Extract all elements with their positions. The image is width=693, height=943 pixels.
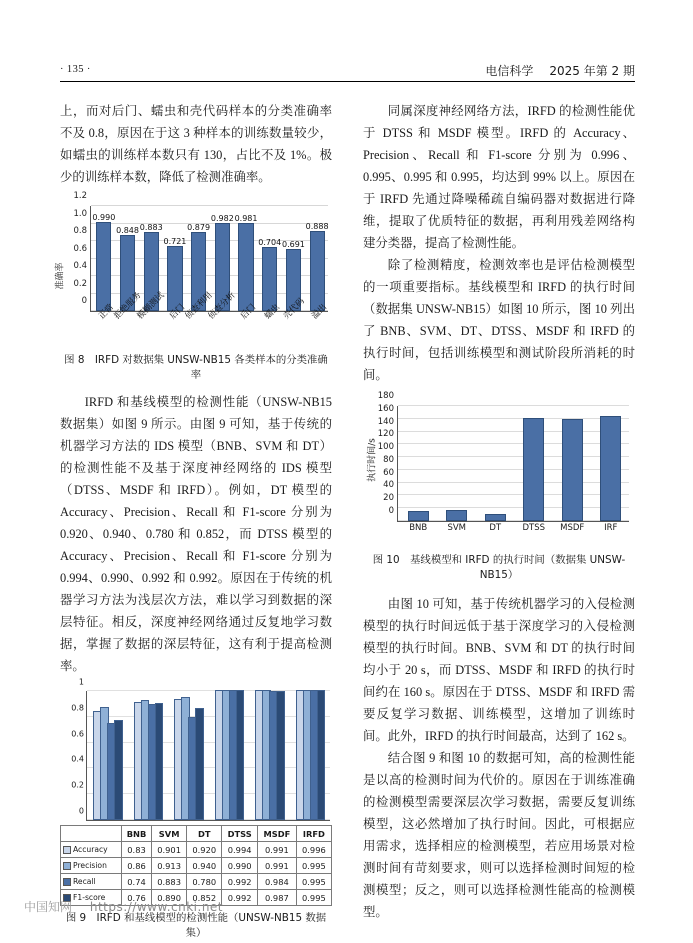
gridline <box>388 506 629 521</box>
bar <box>195 708 203 820</box>
bar-value-label: 0.990 <box>92 213 116 223</box>
fig8-chart <box>55 191 332 348</box>
y-tick-label: 0.8 <box>71 703 84 713</box>
y-tick-label: 0.6 <box>73 243 87 254</box>
fig8-plot-area <box>73 191 330 322</box>
x-tick-label: SVM <box>447 523 467 533</box>
footer-url: https://www.cnki.net <box>89 900 224 914</box>
figure-8 <box>55 191 332 383</box>
right-paragraph-1: 同属深度神经网络方法，IRFD 的检测性能优于 DTSS 和 MSDF 模型。IRFD 的 Accuracy、Precision、Recall 和 F1-score 分别为 0.996、0.995、0.995 和 0.995，均达到 99% 以上。原因在于 IRFD 先通过降噪稀疏自编码器对数据进行降维，提取了优质特征的数据，再利用残差网络构建分类器，提高了检测性能。 <box>363 104 635 250</box>
gridline <box>78 677 330 691</box>
bar <box>92 213 116 322</box>
bar <box>317 690 325 820</box>
bar <box>155 703 163 820</box>
x-tick-label: DTSS <box>522 523 545 533</box>
right-paragraph-3: 由图 10 可知，基于传统机器学习的入侵检测模型的执行时间远低于基于深度学习的入侵检测模型的执行时间。BNB、SVM 和 DT 的执行时间均小于 20 s，而 DTSS、MSDF 和 IRFD 的执行时间约在 160 s。原因在于 DTSS、MSDF 和 IRFD 需要反复学习数据、训练模型，这增加了训练时间。此外，IRFD 的执行时间最高，达到了 162 s。 <box>363 597 635 743</box>
x-tick-label: 壳代码 <box>282 296 308 322</box>
bar <box>206 214 238 322</box>
fig9-cell: 0.883 <box>152 874 187 890</box>
gridline <box>71 780 330 794</box>
left-column <box>55 100 332 943</box>
bar-value-label: 0.982 <box>210 214 234 224</box>
y-tick-label: 1.0 <box>73 208 87 219</box>
bar-value-label: 0.691 <box>281 239 305 249</box>
fig9-cell: 0.996 <box>296 842 331 858</box>
fig9-cell: 0.990 <box>222 858 258 874</box>
bar <box>258 238 282 322</box>
x-tick-label: 蠕虫 <box>262 302 282 322</box>
gridline <box>377 429 629 444</box>
bar-value-label: 0.883 <box>139 222 163 232</box>
bar <box>276 691 284 820</box>
fig9-cell: 0.991 <box>257 858 296 874</box>
bar-value-label: 0.981 <box>234 214 258 224</box>
x-tick-label: 溢出 <box>310 302 330 322</box>
bar <box>236 690 244 820</box>
bar-value-label: 0.721 <box>163 236 187 246</box>
fig9-table-header: DTSS <box>222 826 258 842</box>
x-tick-label: 后门 <box>238 302 259 322</box>
bar-value-label: 0.848 <box>116 225 139 235</box>
legend-swatch-icon <box>63 878 71 886</box>
bar <box>183 223 215 322</box>
y-tick-label: 0.8 <box>73 226 87 237</box>
fig9-cell: 0.83 <box>122 842 152 858</box>
y-tick-label: 20 <box>383 493 394 504</box>
y-tick-label: 140 <box>377 416 394 427</box>
right-column <box>363 100 635 923</box>
bar <box>111 225 144 322</box>
bar <box>560 419 585 533</box>
gridline <box>383 480 629 495</box>
bar <box>281 239 308 322</box>
y-tick-label: 0 <box>81 296 87 306</box>
left-paragraph-1: 上，而对后门、蠕虫和壳代码样本的分类准确率不及 0.8，原因在于这 3 种样本的训练数量较少，如蠕虫的训练样本数只有 130，占比不及 1%。极少的训练样本数，降低了检测准确率。 <box>60 104 332 184</box>
bar <box>163 236 187 322</box>
table-row <box>61 858 332 874</box>
page-header <box>60 62 635 84</box>
fig9-cell: 0.991 <box>257 842 296 858</box>
fig9-cell: 0.920 <box>187 842 222 858</box>
fig10-caption: 图 10 基线模型和 IRFD 的执行时间（数据集 UNSW-NB15） <box>372 554 626 581</box>
fig9-row-label: Accuracy <box>61 842 122 858</box>
x-tick-label: 后门 <box>167 302 187 322</box>
y-tick-label: 180 <box>377 391 394 401</box>
y-tick-label: 120 <box>377 429 394 440</box>
x-tick-label: 拒绝服务 <box>111 290 144 322</box>
y-tick-label: 1.2 <box>73 191 87 201</box>
fig9-cell: 0.995 <box>296 874 331 890</box>
y-tick-label: 60 <box>383 467 394 478</box>
bar <box>135 222 167 322</box>
fig9-table-header <box>61 826 122 842</box>
fig9-table-header: IRFD <box>296 826 331 842</box>
bar <box>485 514 506 533</box>
fig8-caption: 图 8 IRFD 对数据集 UNSW-NB15 各类样本的分类准确率 <box>64 354 328 381</box>
fig9-table-header: SVM <box>152 826 187 842</box>
fig9-plot-area <box>71 677 330 821</box>
x-tick-label: IRF <box>604 523 618 533</box>
journal-info <box>485 62 635 79</box>
table-row <box>61 874 332 890</box>
right-paragraph-2: 除了检测精度，检测效率也是评估检测模型的一项重要指标。基线模型和 IRFD 的执行时间（数据集 UNSW-NB15）如图 10 所示，图 10 列出了 BNB、SVM、DT、DTSS、MSDF 和 IRFD 的执行时间，包括训练模型和测试阶段所消耗的时间。 <box>363 258 635 382</box>
legend-swatch-icon <box>63 846 71 854</box>
fig9-table-header: MSDF <box>257 826 296 842</box>
fig9-row-label: Recall <box>61 874 122 890</box>
fig9-cell: 0.890 <box>152 890 187 906</box>
fig9-cell: 0.995 <box>296 890 331 906</box>
x-tick-label: 正常 <box>96 302 116 322</box>
gridline <box>377 416 629 432</box>
fig9-row-label: Precision <box>61 858 122 874</box>
footer-brand: 中国知网 <box>24 900 73 914</box>
y-tick-label: 40 <box>383 480 394 491</box>
gridline <box>71 703 330 717</box>
bar <box>305 222 330 322</box>
y-tick-label: 0.2 <box>73 278 87 289</box>
gridline <box>383 493 629 508</box>
x-tick-label: 模糊测试 <box>135 290 167 322</box>
y-tick-label: 80 <box>383 454 394 465</box>
fig9-cell: 0.994 <box>222 842 258 858</box>
gridline <box>78 806 330 820</box>
fig9-cell: 0.992 <box>222 890 258 906</box>
fig9-cell: 0.995 <box>296 858 331 874</box>
x-tick-label: BNB <box>409 523 428 533</box>
table-row <box>61 842 332 858</box>
bar <box>234 214 259 322</box>
bar-value-label: 0.879 <box>187 223 211 233</box>
y-tick-label: 1 <box>78 677 84 687</box>
legend-swatch-icon <box>63 862 71 870</box>
x-tick-label: MSDF <box>560 523 585 533</box>
page-number: · 135 · <box>60 64 91 75</box>
fig9-chart <box>60 677 332 825</box>
gridline <box>383 454 629 470</box>
fig9-cell: 0.780 <box>187 874 222 890</box>
gridline <box>383 467 629 483</box>
y-tick-label: 100 <box>377 442 394 453</box>
fig9-data-table <box>60 825 332 906</box>
journal-name: 电信科学 <box>485 64 534 78</box>
bar <box>114 720 122 820</box>
fig9-caption: 图 9 IRFD 和基线模型的检测性能（UNSW-NB15 数据集） <box>65 912 327 939</box>
fig10-plot-area <box>377 391 629 533</box>
x-tick-label: DT <box>489 523 502 533</box>
gridline <box>73 191 328 206</box>
x-tick-label: 侦查利用 <box>183 290 215 322</box>
footer-watermark <box>24 898 223 915</box>
y-tick-label: 0 <box>78 806 84 816</box>
header-rule <box>60 81 635 82</box>
fig9-cell: 0.987 <box>257 890 296 906</box>
fig10-y-axis-label: 执行时间/s <box>367 438 378 482</box>
fig8-y-axis-label: 准确率 <box>55 262 66 290</box>
fig9-table-header: DT <box>187 826 222 842</box>
y-tick-label: 0.4 <box>71 754 84 764</box>
bar <box>600 416 621 533</box>
bar-value-label: 0.888 <box>305 222 329 232</box>
x-tick-label: 侦查分析 <box>206 290 238 322</box>
y-tick-label: 0.6 <box>71 729 84 739</box>
fig9-cell: 0.901 <box>152 842 187 858</box>
gridline <box>71 754 330 768</box>
left-paragraph-2: IRFD 和基线模型的检测性能（UNSW-NB15 数据集）如图 9 所示。由图 9 可知，基于传统的机器学习方法的 IDS 模型（BNB、SVM 和 DT）的检测性能不及基于深度神经网络的 IDS 模型（DTSS、MSDF 和 IRFD）。例如，DT 模型的 Accuracy、Precision、Recall 和 F1-score 分别为 0.920、0.940、0.780 和 0.852，而 DTSS 模型的 Accuracy、Precision、Recall 和 F1-score 分别为 0.994、0.990、0.992 和 0.992。原因在于传统的机器学习方法为浅层次方法，难以学习到数据的深层特征。相反，深度神经网络通过反复地学习数据，掌握了数据的深层特征，这有利于提高检测率。 <box>60 395 332 673</box>
fig9-table-header: BNB <box>122 826 152 842</box>
gridline <box>377 442 629 457</box>
y-tick-label: 160 <box>377 403 394 414</box>
y-tick-label: 0.2 <box>71 780 84 790</box>
figure-10 <box>363 391 635 583</box>
gridline <box>377 391 629 406</box>
fig9-cell: 0.74 <box>122 874 152 890</box>
fig9-row-label: F1-score <box>61 890 122 906</box>
bar <box>446 510 467 533</box>
bar-value-label: 0.704 <box>258 238 282 248</box>
bar <box>522 418 545 533</box>
gridline <box>71 729 330 743</box>
bar <box>408 511 429 533</box>
y-tick-label: 0 <box>388 506 394 516</box>
fig9-cell: 0.852 <box>187 890 222 906</box>
right-paragraph-4: 结合图 9 和图 10 的数据可知，高的检测性能是以高的检测时间为代价的。原因在于训练准确的检测模型需要深层次学习数据，需要反复训练模型，这必然增加了执行时间。因此，可根据应用需求，选择相应的检测模型，若应用场景对检测时间有苛刻要求，则可以选择检测时间短的检测模型；反之，则可以选择检测性能高的检测模型。 <box>363 751 635 919</box>
fig9-cell: 0.86 <box>122 858 152 874</box>
gridline <box>377 403 629 419</box>
y-tick-label: 0.4 <box>73 261 87 272</box>
journal-issue: 2025 年第 2 期 <box>549 64 635 78</box>
fig9-cell: 0.76 <box>122 890 152 906</box>
fig9-cell: 0.940 <box>187 858 222 874</box>
fig9-cell: 0.913 <box>152 858 187 874</box>
fig10-chart <box>363 391 635 548</box>
fig9-cell: 0.992 <box>222 874 258 890</box>
fig9-cell: 0.984 <box>257 874 296 890</box>
